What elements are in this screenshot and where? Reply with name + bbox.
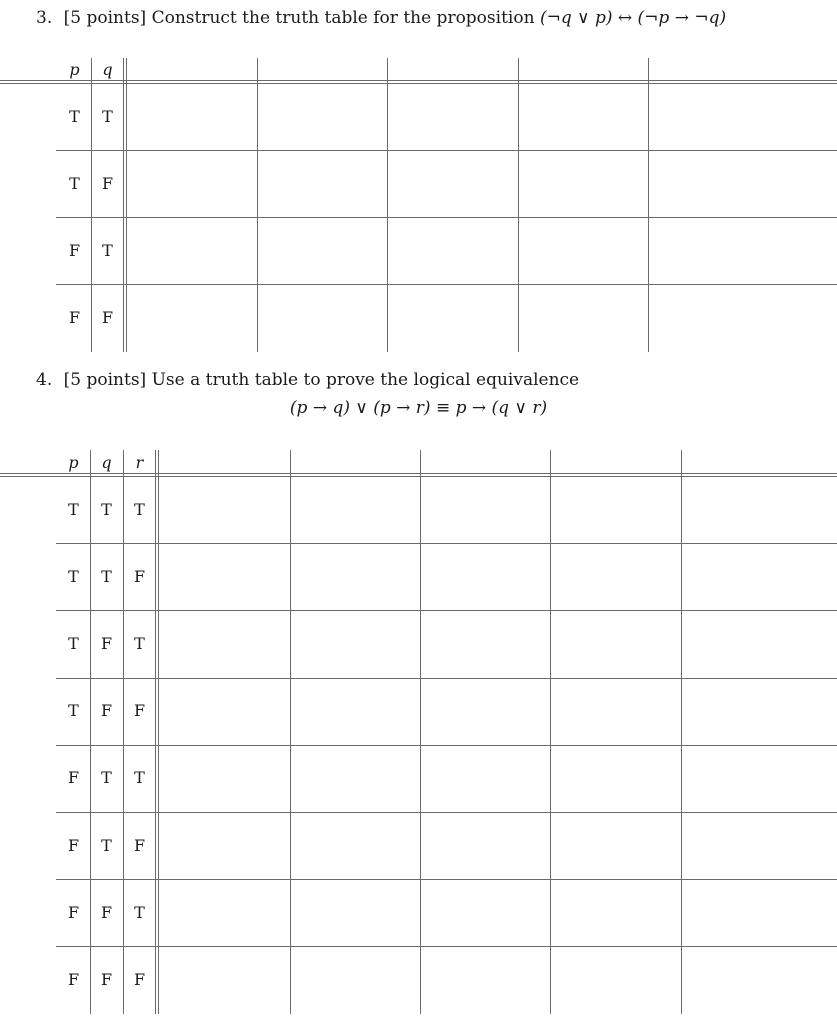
truth-value-cell: T (134, 499, 145, 519)
row-separator (56, 678, 837, 679)
truth-value-cell: T (101, 835, 112, 855)
truth-table-problem-3 (0, 58, 837, 352)
truth-value-cell: T (68, 499, 79, 519)
problem-4-points: [5 points] (63, 370, 147, 390)
truth-value-cell: T (68, 701, 79, 721)
problem-3-heading (36, 8, 726, 28)
truth-value-cell: F (67, 835, 80, 855)
row-separator (56, 745, 837, 746)
row-separator (56, 946, 837, 947)
problem-3-number: 3. (36, 8, 53, 28)
problem-3-formula: (¬q ∨ p) ↔ (¬p → ¬q) (539, 8, 727, 28)
double-separator-right (158, 450, 159, 1014)
answer-column-separator (387, 58, 388, 352)
problem-4-equivalence: (p → q) ∨ (p → r) ≡ p → (q ∨ r) (289, 398, 548, 418)
problem-3-text: Construct the truth table for the proposition (151, 8, 535, 28)
truth-value-cell: F (133, 566, 146, 586)
truth-value-cell: F (101, 173, 114, 193)
truth-value-cell: T (68, 634, 79, 653)
answer-column-separator (681, 450, 682, 1014)
double-separator-left (155, 450, 156, 1014)
row-separator (56, 284, 837, 285)
truth-value-cell: F (100, 701, 113, 721)
truth-table-problem-4 (0, 450, 837, 1014)
truth-value-cell: F (100, 902, 113, 922)
truth-value-cell: F (133, 701, 146, 721)
truth-value-cell: F (133, 970, 146, 989)
truth-value-cell: T (69, 173, 80, 193)
truth-value-cell: F (68, 307, 81, 327)
truth-value-cell: T (134, 634, 145, 653)
truth-value-cell: T (134, 768, 145, 788)
truth-value-cell: F (68, 240, 81, 260)
answer-column-separator (290, 450, 291, 1014)
truth-value-cell: F (100, 970, 113, 989)
problem-4-text: Use a truth table to prove the logical equivalence (151, 370, 580, 390)
header-variable-p: p (68, 453, 79, 472)
truth-value-cell: F (100, 634, 113, 653)
answer-column-separator (518, 58, 519, 352)
problem-4-number: 4. (36, 370, 53, 390)
truth-value-cell: T (101, 768, 112, 788)
header-variable-p: p (69, 60, 80, 79)
answer-column-separator (257, 58, 258, 352)
row-separator (56, 543, 837, 544)
row-separator (56, 150, 837, 151)
header-variable-r: r (135, 453, 144, 472)
row-separator (56, 812, 837, 813)
row-separator (56, 610, 837, 611)
truth-value-cell: T (68, 566, 79, 586)
truth-value-cell: F (67, 902, 80, 922)
header-variable-q: q (101, 453, 112, 472)
truth-value-cell: F (101, 307, 114, 327)
answer-column-separator (550, 450, 551, 1014)
header-rule-bottom (0, 476, 837, 477)
truth-value-cell: F (133, 835, 146, 855)
header-rule-top (0, 473, 837, 474)
row-separator (56, 217, 837, 218)
double-separator-right (126, 58, 127, 352)
truth-value-cell: T (134, 902, 145, 922)
truth-value-cell: T (101, 499, 112, 519)
truth-value-cell: T (101, 566, 112, 586)
problem-4-heading (36, 370, 579, 390)
variable-column-separator (90, 450, 91, 1014)
row-separator (56, 879, 837, 880)
truth-value-cell: F (67, 768, 80, 788)
answer-column-separator (648, 58, 649, 352)
truth-value-cell: T (102, 106, 113, 126)
answer-column-separator (420, 450, 421, 1014)
truth-value-cell: F (67, 970, 80, 989)
problem-3-points: [5 points] (63, 8, 147, 28)
variable-column-separator (123, 450, 124, 1014)
truth-value-cell: T (69, 106, 80, 126)
header-variable-q: q (102, 60, 113, 79)
truth-value-cell: T (102, 240, 113, 260)
